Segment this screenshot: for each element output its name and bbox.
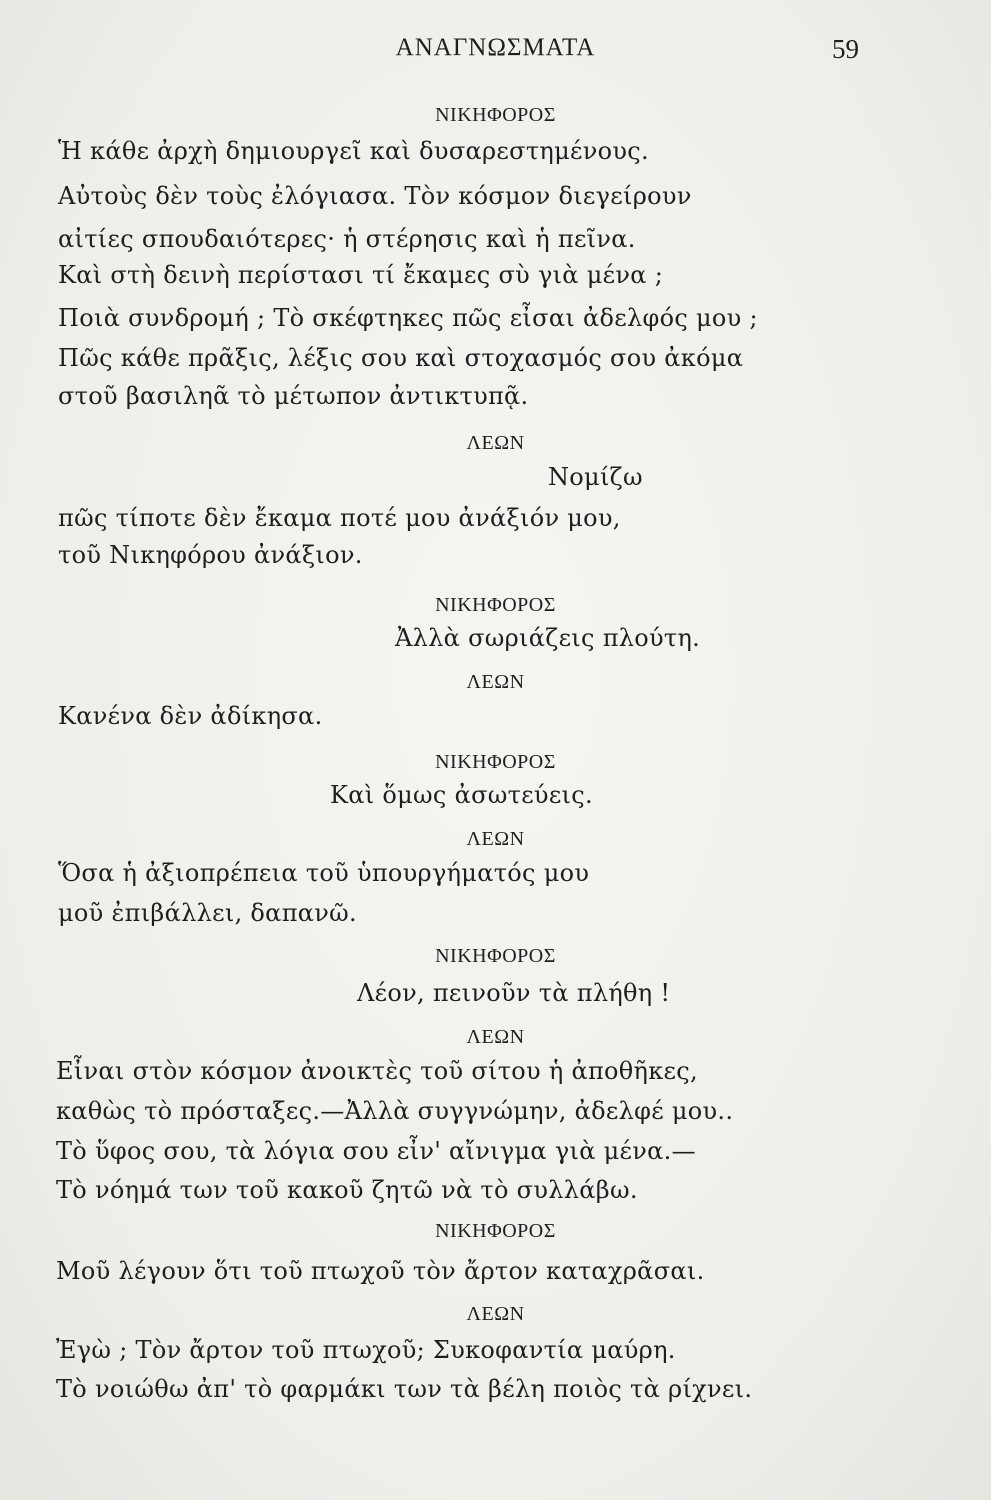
speaker-name: ΝΙΚΗΦΟΡΟΣ [435,751,556,773]
speaker-name: ΛΕΩΝ [466,828,525,850]
speaker-name: ΛΕΩΝ [466,671,525,693]
speaker-name: ΝΙΚΗΦΟΡΟΣ [435,104,556,126]
verse-line: Ἐγὼ ; Τὸν ἄρτον τοῦ πτωχοῦ; Συκοφαντία μαύρη. [56,1336,676,1364]
verse-line: Λέον, πεινοῦν τὰ πλήθη ! [357,979,671,1007]
speaker-name: ΝΙΚΗΦΟΡΟΣ [435,1220,556,1242]
verse-line: Πῶς κάθε πρᾶξις, λέξις σου καὶ στοχασμός σου ἀκόμα [58,344,744,372]
verse-line: Καὶ ὅμως ἀσωτεύεις. [330,781,593,809]
verse-line: Τὸ νόημά των τοῦ κακοῦ ζητῶ νὰ τὸ συλλάβω. [56,1176,638,1204]
speaker-name: ΝΙΚΗΦΟΡΟΣ [435,945,556,967]
verse-line: Ὅσα ἡ ἀξιοπρέπεια τοῦ ὑπουργήματός μου [58,859,590,887]
verse-line: τοῦ Νικηφόρου ἀνάξιον. [58,541,363,569]
verse-line: Τὸ ὕφος σου, τὰ λόγια σου εἶν' αἴνιγμα γιὰ μένα.— [56,1137,696,1165]
verse-line: Κανένα δὲν ἀδίκησα. [58,702,323,730]
speaker-name: ΛΕΩΝ [466,1026,525,1048]
verse-line: πῶς τίποτε δὲν ἔκαμα ποτέ μου ἀνάξιόν μου, [58,504,621,532]
verse-line: Νομίζω [548,463,643,491]
speaker-name: ΝΙΚΗΦΟΡΟΣ [435,594,556,616]
verse-line: μοῦ ἐπιβάλλει, δαπανῶ. [58,899,357,927]
verse-line: Ἀλλὰ σωριάζεις πλούτη. [395,624,701,652]
verse-line: Ποιὰ συνδρομή ; Τὸ σκέφτηκες πῶς εἶσαι ἀδελφός μου ; [58,304,758,332]
verse-line: Καὶ στὴ δεινὴ περίστασι τί ἔκαμες σὺ γιὰ μένα ; [58,261,664,289]
verse-line: καθὼς τὸ πρόσταξες.—Ἀλλὰ συγγνώμην, ἀδελφέ μου.. [56,1097,734,1125]
page-number: 59 [832,34,859,64]
verse-line: Αὐτοὺς δὲν τοὺς ἐλόγιασα. Τὸν κόσμον διεγείρουν [58,182,692,210]
verse-line: Τὸ νοιώθω ἀπ' τὸ φαρμάκι των τὰ βέλη ποιὸς τὰ ρίχνει. [56,1375,753,1403]
verse-line: Εἶναι στὸν κόσμον ἀνοικτὲς τοῦ σίτου ἡ ἀποθῆκες, [56,1057,698,1085]
speaker-name: ΛΕΩΝ [466,1303,525,1325]
speaker-name: ΛΕΩΝ [466,432,525,454]
running-header-title: ΑΝΑΓΝΩΣΜΑΤΑ [395,34,596,61]
verse-line: Μοῦ λέγουν ὅτι τοῦ πτωχοῦ τὸν ἄρτον καταχρᾶσαι. [56,1257,705,1285]
verse-line: Ἡ κάθε ἀρχὴ δημιουργεῖ καὶ δυσαρεστημένους. [58,137,649,165]
verse-line: αἰτίες σπουδαιότερες· ἡ στέρησις καὶ ἡ πεῖνα. [58,225,636,253]
verse-line: στοῦ βασιληᾶ τὸ μέτωπον ἀντικτυπᾷ. [58,382,529,410]
